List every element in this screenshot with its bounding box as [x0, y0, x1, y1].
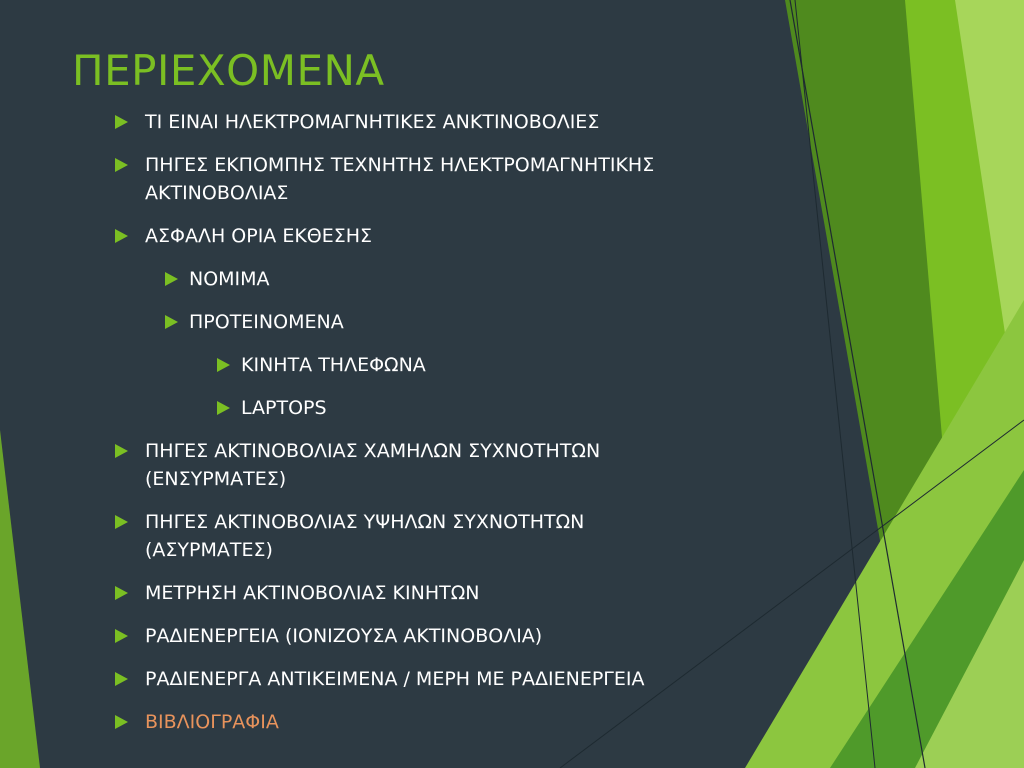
- list-item-text: ΚΙΝΗΤΑ ΤΗΛΕΦΩΝΑ: [241, 354, 426, 376]
- bullet-arrow-icon: [165, 308, 179, 336]
- list-item-text: ΠΡΟΤΕΙΝΟΜΕΝΑ: [189, 311, 344, 333]
- list-item-text: ΡΑΔΙΕΝΕΡΓΑ ΑΝΤΙΚΕΙΜΕΝΑ / ΜΕΡΗ ΜΕ ΡΑΔΙΕΝΕΡΓΕΙΑ: [145, 668, 645, 690]
- bullet-arrow-icon: [115, 108, 129, 136]
- bullet-arrow-icon: [115, 151, 129, 179]
- bullet-arrow-icon: [115, 665, 129, 693]
- list-item-text: (ΕΝΣΥΡΜΑΤΕΣ): [145, 468, 287, 490]
- bullet-arrow-icon: [115, 508, 129, 536]
- list-item-text: (ΑΣΥΡΜΑΤΕΣ): [145, 539, 273, 561]
- list-item-text: ΑΚΤΙΝΟΒΟΛΙΑΣ: [145, 182, 289, 204]
- bullet-arrow-icon: [115, 622, 129, 650]
- list-item-text: LAPTOPS: [241, 397, 327, 419]
- page-title: ΠΕΡΙΕΧΟΜΕΝΑ: [72, 46, 385, 95]
- bullet-arrow-icon: [165, 265, 179, 293]
- bullet-arrow-icon: [115, 579, 129, 607]
- green-facet-left: [0, 430, 40, 768]
- list-item-text: ΜΕΤΡΗΣΗ ΑΚΤΙΝΟΒΟΛΙΑΣ ΚΙΝΗΤΩΝ: [145, 582, 480, 604]
- bullet-arrow-icon: [115, 708, 129, 736]
- list-item-text: ΤΙ ΕΙΝΑΙ ΗΛΕΚΤΡΟΜΑΓΝΗΤΙΚΕΣ ΑΝΚΤΙΝΟΒΟΛΙΕΣ: [145, 111, 600, 133]
- list-item-text[interactable]: ΒΙΒΛΙΟΓΡΑΦΙΑ: [145, 711, 279, 733]
- list-item-text: ΠΗΓΕΣ ΕΚΠΟΜΠΗΣ ΤΕΧΝΗΤΗΣ ΗΛΕΚΤΡΟΜΑΓΝΗΤΙΚΗΣ: [145, 154, 655, 176]
- list-item-text: ΠΗΓΕΣ ΑΚΤΙΝΟΒΟΛΙΑΣ ΧΑΜΗΛΩΝ ΣΥΧΝΟΤΗΤΩΝ: [145, 440, 601, 462]
- list-item-text: ΑΣΦΑΛΗ ΟΡΙΑ ΕΚΘΕΣΗΣ: [145, 225, 373, 247]
- list-item-text: ΡΑΔΙΕΝΕΡΓΕΙΑ (ΙΟΝΙΖΟΥΣΑ ΑΚΤΙΝΟΒΟΛΙΑ): [145, 625, 543, 647]
- list-item-text: ΠΗΓΕΣ ΑΚΤΙΝΟΒΟΛΙΑΣ ΥΨΗΛΩΝ ΣΥΧΝΟΤΗΤΩΝ: [145, 511, 585, 533]
- bullet-arrow-icon: [217, 394, 231, 422]
- bullet-arrow-icon: [115, 437, 129, 465]
- bullet-arrow-icon: [217, 351, 231, 379]
- list-item-text: ΝΟΜΙΜΑ: [189, 268, 270, 290]
- bullet-arrow-icon: [115, 222, 129, 250]
